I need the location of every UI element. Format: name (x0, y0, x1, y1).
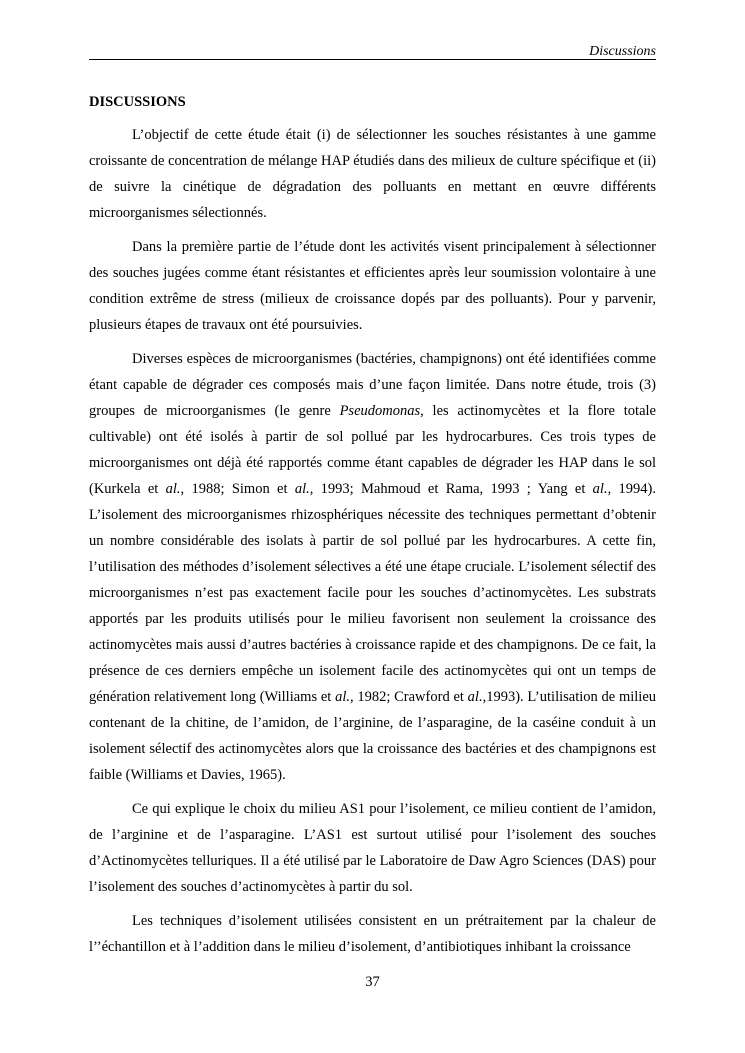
paragraph (89, 122, 656, 226)
text-run: Les techniques d’isolement utilisées consistent en un prétraitement par la chaleur de l’’échantillon et à l’addition dans le milieu d’isolement, d’antibiotiques inhibant la croissance (89, 913, 656, 955)
italic-run: al. (592, 481, 608, 497)
text-run: ,1993). L’utilisation de milieu contenant de la chitine, de l’amidon, de l’arginine, de l’asparagine, de la caséine conduit à un isolement sélectif des actinomycètes alors que la croissance des bactéries et des champignons est faible (Williams et Davies, 1965). (89, 689, 657, 783)
text-run: L’objectif de cette étude était (i) de sélectionner les souches résistantes à une gamme croissante de concentration de mélange HAP étudiés dans des milieux de culture spécifique et (ii) de suivre la cinétique de dégradation des polluants en mettant en œuvre différents microorganismes sélectionnés. (89, 127, 656, 221)
text-run: , 1993; Mahmoud et Rama, 1993 ; Yang et (309, 481, 593, 497)
italic-run: al. (335, 689, 350, 705)
running-header: Discussions (589, 44, 656, 59)
paragraph (89, 346, 656, 788)
body-text (89, 122, 656, 968)
text-run: , 1994). L’isolement des microorganismes rhizosphériques nécessite des techniques permettant d’obtenir un nombre considérable des isolats à partir de sol pollué par les hydrocarbures. A cette fin, l’utilisation des méthodes d’isolement sélectives a été une étape cruciale. L’isolement sélectif des microorganismes n’est pas exactement facile pour les souches d’actinomycètes. Les substrats apportés par les produits utilisés pour le milieu favorisent non seulement la croissance des actinomycètes mais aussi d’autres bactéries à croissance rapide et des champignons. De ce fait, la présence de ces derniers empêche un isolement facile des actinomycètes qui ont un temps de génération relativement long (Williams et (89, 481, 656, 705)
italic-run: al. (165, 481, 181, 497)
italic-run: al. (467, 689, 483, 705)
paragraph (89, 234, 656, 338)
header-rule (89, 59, 656, 60)
section-title: DISCUSSIONS (89, 94, 186, 110)
text-run: Ce qui explique le choix du milieu AS1 pour l’isolement, ce milieu contient de l’amidon, de l’arginine et de l’asparagine. L’AS1 est surtout utilisé pour l’isolement des souches d’Actinomycètes telluriques. Il a été utilisé par le Laboratoire de Daw Agro Sciences (DAS) pour l’isolement des souches d’actinomycètes à partir du sol. (89, 801, 656, 895)
text-run: , les actinomycètes et la flore totale cultivable) ont été isolés à partir de sol pollué par les hydrocarbures. Ces trois types de microorganismes ont déjà été rapportés comme étant capables de dégrader les HAP dans le sol (Kurkela et (89, 403, 656, 497)
italic-run: al. (294, 481, 310, 497)
italic-run: Pseudomonas (339, 403, 421, 419)
text-run: , 1982; Crawford et (349, 689, 468, 705)
page-number: 37 (365, 974, 380, 990)
text-run: Dans la première partie de l’étude dont les activités visent principalement à sélectionner des souches jugées comme étant résistantes et efficientes après leur soumission volontaire à une condition extrême de stress (milieux de croissance dopés par des polluants). Pour y parvenir, plusieurs étapes de travaux ont été poursuivies. (89, 239, 656, 333)
text-run: , 1988; Simon et (180, 481, 295, 497)
paragraph (89, 908, 656, 960)
paragraph (89, 796, 656, 900)
text-run: Diverses espèces de microorganismes (bactéries, champignons) ont été identifiées comme étant capable de dégrader ces composés mais d’une façon limitée. Dans notre étude, trois (3) groupes de microorganismes (le genre (89, 351, 656, 419)
